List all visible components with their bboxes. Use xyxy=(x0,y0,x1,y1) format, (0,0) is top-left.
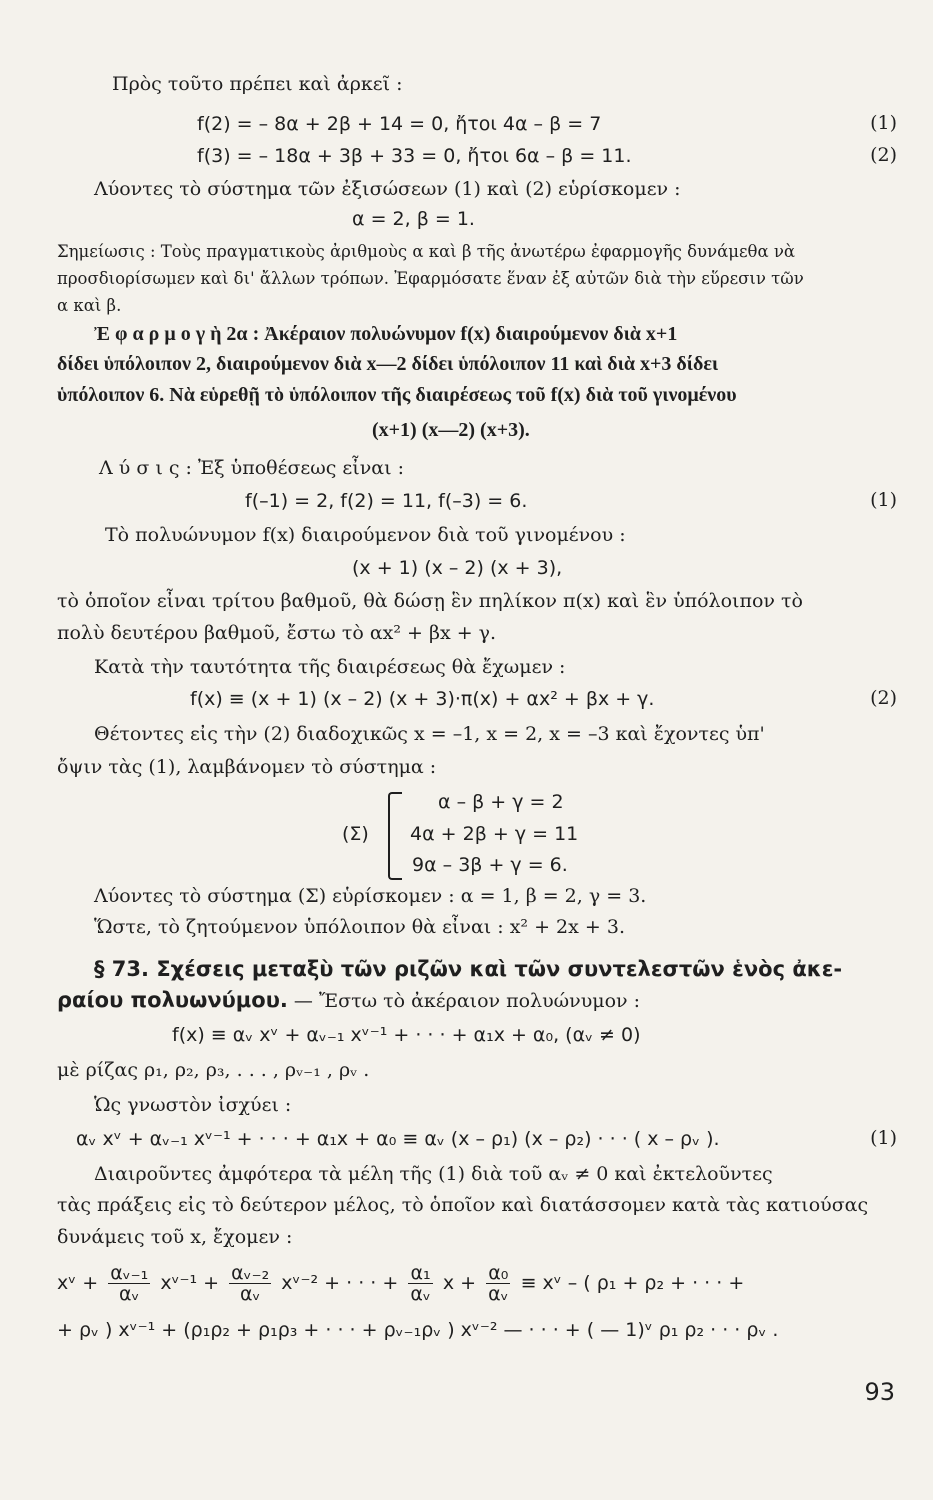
text-line: Τὸ πολυώνυμον f(x) διαιρούμενον διὰ τοῦ γινομένου : xyxy=(105,524,626,546)
text-line: Κατὰ τὴν ταυτότητα τῆς διαιρέσεως θὰ ἔχωμεν : xyxy=(94,656,566,678)
fraction-equation xyxy=(57,1263,744,1304)
equation-number: (1) xyxy=(870,112,897,134)
text-line: δυνάμεις τοῦ x, ἔχομεν : xyxy=(57,1226,293,1248)
section-heading-end: ραίου πολυωνύμου. xyxy=(57,988,288,1012)
text-line: Διαιροῦντες ἀμφότερα τὰ μέλη τῆς (1) διὰ τοῦ αᵥ ≠ 0 καὶ ἐκτελοῦντες xyxy=(94,1163,773,1185)
equation: f(x) ≡ αᵥ xᵛ + αᵥ₋₁ xᵛ⁻¹ + · · · + α₁x + α₀, (αᵥ ≠ 0) xyxy=(172,1024,641,1046)
text-line: μὲ ρίζας ρ₁, ρ₂, ρ₃, . . . , ρᵥ₋₁ , ρᵥ . xyxy=(57,1059,370,1081)
equation: f(x) ≡ (x + 1) (x – 2) (x + 3)·π(x) + αx² + βx + γ. xyxy=(190,688,655,710)
equation-number: (2) xyxy=(870,144,897,166)
equation: f(3) = – 18α + 3β + 33 = 0, ἤτοι 6α – β = 11. xyxy=(197,145,632,167)
equation: αᵥ xᵛ + αᵥ₋₁ xᵛ⁻¹ + · · · + α₁x + α₀ ≡ αᵥ (x – ρ₁) (x – ρ₂) · · · ( x – ρᵥ ). xyxy=(76,1128,720,1150)
fraction xyxy=(486,1263,510,1304)
equation: f(–1) = 2, f(2) = 11, f(–3) = 6. xyxy=(245,490,528,512)
equation: (x + 1) (x – 2) (x + 3), xyxy=(352,557,563,579)
eq-part: xᵛ⁻² + · · · + xyxy=(281,1272,399,1294)
text-line: Λύοντες τὸ σύστημα (Σ) εὑρίσκομεν : α = 1, β = 2, γ = 3. xyxy=(94,885,647,907)
system-brace xyxy=(388,792,402,880)
section-heading-line xyxy=(57,988,640,1013)
note-line: α καὶ β. xyxy=(57,296,122,315)
system-equation: α – β + γ = 2 xyxy=(438,791,564,813)
denominator: αᵥ xyxy=(488,1283,509,1305)
equation: + ρᵥ ) xᵛ⁻¹ + (ρ₁ρ₂ + ρ₁ρ₃ + · · · + ρᵥ₋₁ρᵥ ) xᵛ⁻² — · · · + ( — 1)ᵛ ρ₁ ρ₂ · · · ρᵥ . xyxy=(57,1319,779,1341)
text-line: Πρὸς τοῦτο πρέπει καὶ ἀρκεῖ : xyxy=(112,73,403,95)
equation: f(2) = – 8α + 2β + 14 = 0, ἤτοι 4α – β = 7 xyxy=(197,113,602,135)
text-span: — Ἔστω τὸ ἀκέραιον πολυώνυμον : xyxy=(287,990,641,1012)
equation: α = 2, β = 1. xyxy=(352,208,475,230)
text-line: τὸ ὁποῖον εἶναι τρίτου βαθμοῦ, θὰ δώσῃ ἓν πηλίκον π(x) καὶ ἓν ὑπόλοιπον τὸ xyxy=(57,590,803,612)
eq-part: xᵛ + xyxy=(57,1272,99,1294)
text-line: Ὡς γνωστὸν ἰσχύει : xyxy=(94,1094,292,1116)
eq-part: ≡ xᵛ – ( ρ₁ + ρ₂ + · · · + xyxy=(520,1272,745,1294)
eq-part: xᵛ⁻¹ + xyxy=(160,1272,220,1294)
numerator: αᵥ₋₂ xyxy=(231,1262,270,1284)
application-heading: Ἐ φ α ρ μ ο γ ὴ 2α : Ἀκέραιον πολυώνυμον f(x) διαιρούμενον διὰ x+1 xyxy=(94,323,678,345)
equation-number: (1) xyxy=(870,1127,897,1149)
numerator: α₁ xyxy=(410,1262,431,1284)
fraction xyxy=(108,1263,150,1304)
text-line: δίδει ὑπόλοιπον 2, διαιρούμενον διὰ x—2 δίδει ὑπόλοιπον 11 καὶ διὰ x+3 δίδει xyxy=(57,353,719,375)
equation-number: (2) xyxy=(870,687,897,709)
denominator: αᵥ xyxy=(239,1283,261,1305)
denominator: αᵥ xyxy=(410,1283,431,1305)
text-line: Λ ύ σ ι ς : Ἐξ ὑποθέσεως εἶναι : xyxy=(99,457,404,479)
section-heading: § 73. Σχέσεις μεταξὺ τῶν ριζῶν καὶ τῶν συντελεστῶν ἑνὸς ἀκε- xyxy=(94,957,843,981)
text-line: Λύοντες τὸ σύστημα τῶν ἐξισώσεων (1) καὶ (2) εὑρίσκομεν : xyxy=(94,178,681,200)
page-number: 93 xyxy=(864,1378,895,1406)
note-line: προσδιορίσωμεν καὶ δι' ἄλλων τρόπων. Ἐφαρμόσατε ἕναν ἐξ αὐτῶν διὰ τὴν εὕρεσιν τῶν xyxy=(57,269,804,288)
text-line: Θέτοντες εἰς τὴν (2) διαδοχικῶς x = –1, x = 2, x = –3 καὶ ἔχοντες ὑπ' xyxy=(94,723,765,745)
system-equation: 9α – 3β + γ = 6. xyxy=(412,854,568,876)
numerator: α₀ xyxy=(488,1262,509,1284)
equation-number: (1) xyxy=(870,489,897,511)
note-line: Σημείωσις : Τοὺς πραγματικοὺς ἀριθμοὺς α καὶ β τῆς ἀνωτέρω ἐφαρμογῆς δυνάμεθα νὰ xyxy=(57,242,796,261)
text-line: ὑπόλοιπον 6. Νὰ εὑρεθῇ τὸ ὑπόλοιπον τῆς διαιρέσεως τοῦ f(x) διὰ τοῦ γινομένου xyxy=(57,384,737,406)
text-line: ὄψιν τὰς (1), λαμβάνομεν τὸ σύστημα : xyxy=(57,756,437,778)
system-equation: 4α + 2β + γ = 11 xyxy=(410,823,579,845)
fraction xyxy=(229,1263,271,1304)
text-line: Ὥστε, τὸ ζητούμενον ὑπόλοιπον θὰ εἶναι : x² + 2x + 3. xyxy=(94,916,625,938)
text-line: πολὺ δευτέρου βαθμοῦ, ἔστω τὸ αx² + βx + γ. xyxy=(57,622,497,644)
fraction xyxy=(408,1263,432,1304)
eq-part: x + xyxy=(442,1272,477,1294)
system-label: (Σ) xyxy=(342,823,369,845)
denominator: αᵥ xyxy=(119,1283,140,1305)
text-line: τὰς πράξεις εἰς τὸ δεύτερον μέλος, τὸ ὁποῖον καὶ διατάσσομεν κατὰ τὰς κατιούσας xyxy=(57,1194,869,1216)
numerator: αᵥ₋₁ xyxy=(110,1262,149,1284)
equation: (x+1) (x—2) (x+3). xyxy=(372,419,530,441)
